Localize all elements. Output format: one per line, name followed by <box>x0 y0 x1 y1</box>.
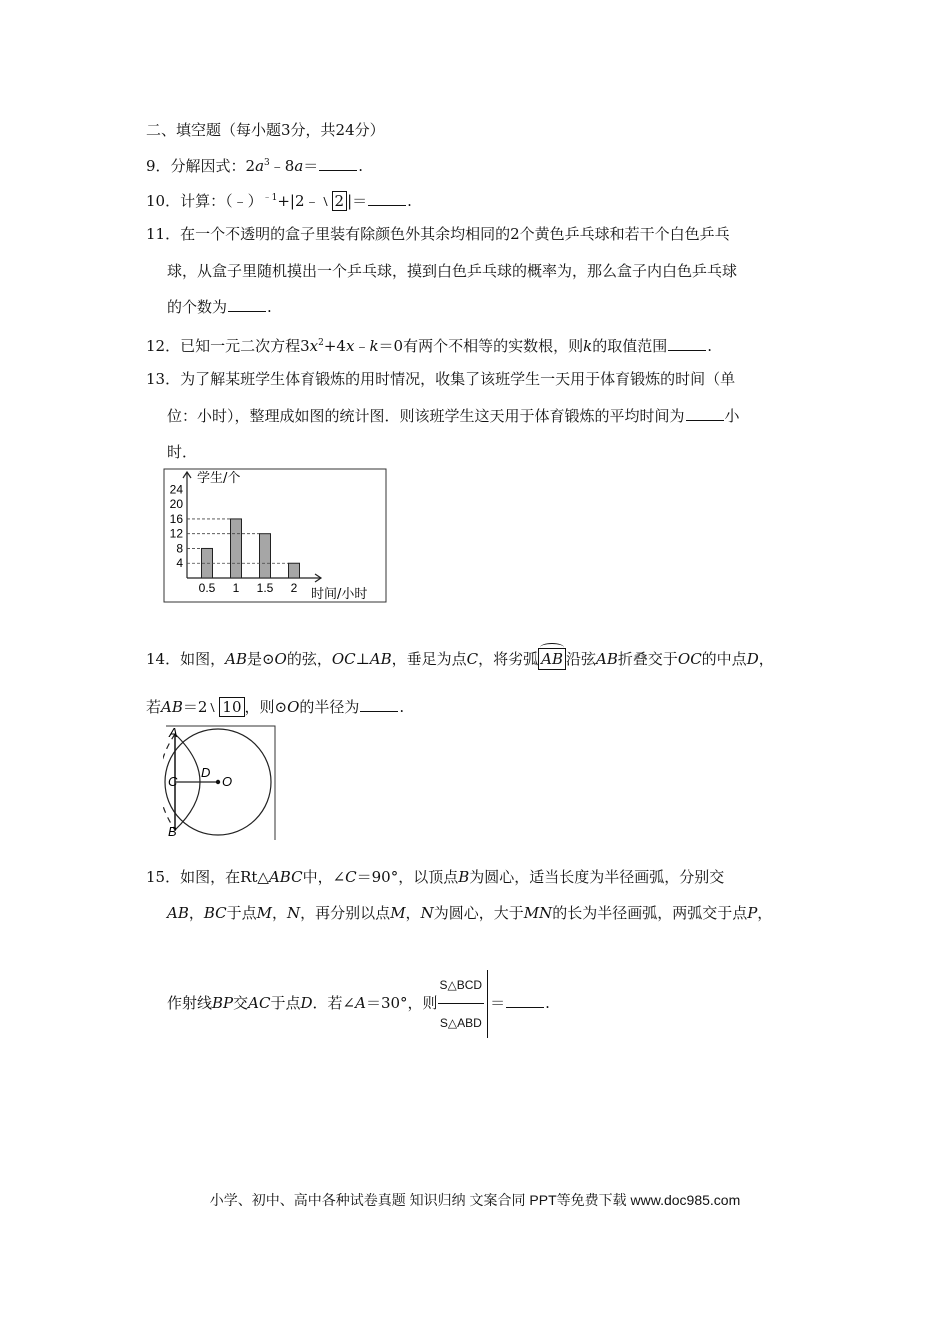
question-11-line-3: 的个数为 . <box>167 298 272 316</box>
y-tick-label: 20 <box>169 497 183 512</box>
answer-blank <box>686 406 724 421</box>
y-axis-label: 学生/个 <box>197 471 241 486</box>
x-tick-label: 2 <box>290 581 298 595</box>
answer-blank <box>368 191 406 206</box>
bar-chart <box>163 468 388 604</box>
label-b: B <box>168 824 177 839</box>
question-14-line-2: 若AB＝2 10 ，则⊙O的半径为 . <box>146 698 405 716</box>
label-a: A <box>169 725 178 740</box>
section-title: 二、填空题（每小题3分，共24分） <box>146 121 385 139</box>
y-tick-label: 8 <box>176 541 183 556</box>
question-14-line-1: 14．如图，AB是⊙O的弦，OC⊥AB，垂足为点C，将劣弧 AB 沿弦AB折叠交于OC的中点D， <box>146 650 774 668</box>
answer-blank <box>506 993 544 1008</box>
label-d: D <box>201 765 211 780</box>
y-tick-label: 4 <box>176 556 183 571</box>
x-axis-label: 时间/小时 <box>311 587 368 602</box>
footer: 小学、初中、高中各种试卷真题 知识归纳 文案合同 PPT等免费下载 www.doc985.com <box>209 1192 741 1208</box>
question-15-line-2: AB，BC于点M，N，再分别以点M，N为圆心，大于MN的长为半径画弧，两弧交于点P， <box>167 904 773 922</box>
question-12: 12．已知一元二次方程$3x^2+4x﹣k=0$有两个不相等的实数根，则k的取值范围 . <box>146 337 712 355</box>
question-13-line-1: 13．为了解某班学生体育锻炼的用时情况，收集了该班学生一天用于体育锻炼的时间（单 <box>146 370 736 388</box>
question-15-line-1: 15．如图，在Rt△ABC中，∠C＝90°，以顶点B为圆心，适当长度为半径画弧，分别交 <box>146 868 725 886</box>
circle-figure <box>163 724 277 842</box>
label-c: C <box>168 774 178 789</box>
question-10: 10．计算：（﹣）$^{﹣1}$+|2﹣ 2 |＝ . <box>146 192 412 210</box>
question-13-line-3: 时． <box>167 443 198 461</box>
arc-ab: AB <box>538 648 566 670</box>
answer-blank <box>319 156 357 171</box>
question-11-line-2: 球，从盒子里随机摸出一个乒乓球，摸到白色乒乓球的概率为，那么盒子内白色乒乓球 <box>167 262 738 280</box>
x-tick-label: 1.5 <box>256 581 274 595</box>
x-tick-label: 1 <box>232 581 240 595</box>
area-ratio-fraction: $\frac{\text{S△BCD}}{\text{S△ABD}}$ <box>438 970 489 1038</box>
sqrt-2: 2 <box>320 191 348 211</box>
answer-blank <box>668 336 706 351</box>
question-11-line-1: 11．在一个不透明的盒子里装有除颜色外其余均相同的2个黄色乒乓球和若干个白色乒乓 <box>146 225 730 243</box>
center-dot <box>216 780 220 784</box>
question-15-line-3: 作射线BP交AC于点D．若∠A＝30°，则 $\frac{\text{S△BCD}}{\text{S△ABD}}$ ＝ . <box>167 970 550 1038</box>
y-tick-label: 24 <box>169 482 183 497</box>
bar-2 <box>289 563 300 578</box>
answer-blank <box>360 697 398 712</box>
y-tick-label: 16 <box>169 511 183 526</box>
y-tick-label: 12 <box>169 526 183 541</box>
question-13-line-2: 位：小时），整理成如图的统计图．则该班学生这天用于体育锻炼的平均时间为 小 <box>167 407 740 425</box>
question-9: 9．分解因式：$2a^3﹣8a=$ . <box>146 157 364 175</box>
label-o: O <box>222 774 233 789</box>
bar-1 <box>231 519 242 578</box>
bar-1.5 <box>260 534 271 578</box>
answer-blank <box>228 297 266 312</box>
sqrt-10: 10 <box>207 697 244 717</box>
chart-frame <box>164 469 386 602</box>
x-tick-label: 0.5 <box>198 581 216 595</box>
